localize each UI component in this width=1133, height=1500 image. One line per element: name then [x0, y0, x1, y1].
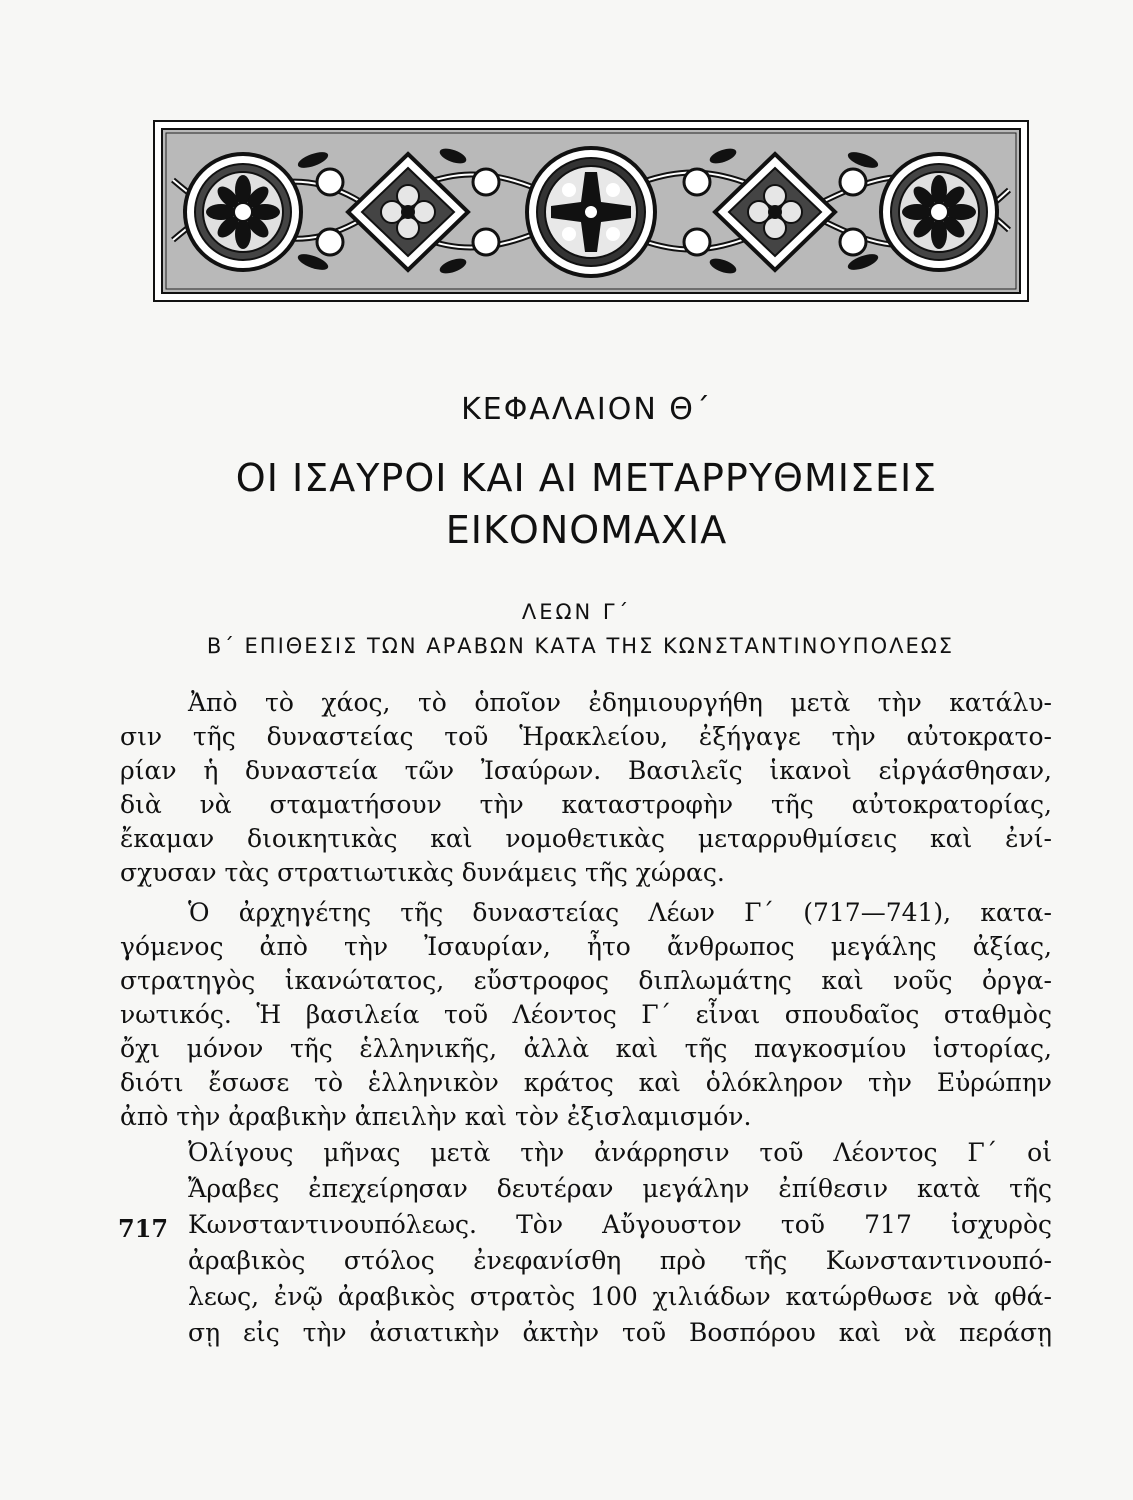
body-line: ἀραβικὸς στόλος ἐνεφανίσθη πρὸ τῆς Κωνσταντινουπό-: [188, 1246, 1052, 1275]
body-line: γόμενος ἀπὸ τὴν Ἰσαυρίαν, ἦτο ἄνθρωπος μεγάλης ἀξίας,: [120, 932, 1052, 961]
body-line: διότι ἔσωσε τὸ ἑλληνικὸν κράτος καὶ ὁλόκληρον τὴν Εὐρώπην: [120, 1068, 1052, 1097]
body-line: σχυσαν τὰς στρατιωτικὰς δυνάμεις τῆς χώρας.: [120, 858, 725, 887]
body-line: λεως, ἐνῷ ἀραβικὸς στρατὸς 100 χιλιάδων κατώρθωσε νὰ φθά-: [188, 1282, 1052, 1311]
body-line: ἔκαμαν διοικητικὰς καὶ νομοθετικὰς μεταρρυθμίσεις καὶ ἐνί-: [120, 824, 1052, 853]
chapter-title-line-1: ΟΙ ΙΣΑΥΡΟΙ ΚΑΙ ΑΙ ΜΕΤΑΡΡΥΘΜΙΣΕΙΣ: [235, 456, 938, 500]
body-line: ὄχι μόνον τῆς ἑλληνικῆς, ἀλλὰ καὶ τῆς παγκοσμίου ἱστορίας,: [120, 1034, 1052, 1063]
section-title: ΛΕΩΝ Γ΄: [521, 600, 632, 624]
chapter-title-line-2: ΕΙΚΟΝΟΜΑΧΙΑ: [445, 508, 728, 552]
body-line: Κωνσταντινουπόλεως. Τὸν Αὔγουστον τοῦ 717 ἰσχυρὸς: [188, 1210, 1052, 1239]
body-line: Ἀπὸ τὸ χάος, τὸ ὁποῖον ἐδημιουργήθη μετὰ τὴν κατάλυ-: [188, 688, 1052, 717]
body-line: ρίαν ἡ δυναστεία τῶν Ἰσαύρων. Βασιλεῖς ἱκανοὶ εἰργάσθησαν,: [120, 756, 1052, 785]
body-line: νωτικός. Ἡ βασιλεία τοῦ Λέοντος Γ΄ εἶναι σπουδαῖος σταθμὸς: [120, 1000, 1052, 1029]
body-line: διὰ νὰ σταματήσουν τὴν καταστροφὴν τῆς αὐτοκρατορίας,: [120, 790, 1052, 819]
body-line: Ἄραβες ἐπεχείρησαν δευτέραν μεγάλην ἐπίθεσιν κατὰ τῆς: [188, 1174, 1052, 1203]
margin-year-note: 717: [118, 1214, 169, 1243]
chapter-label: ΚΕΦΑΛΑΙΟΝ Θ΄: [461, 392, 712, 427]
body-line: στρατηγὸς ἱκανώτατος, εὔστροφος διπλωμάτης καὶ νοῦς ὀργα-: [120, 966, 1052, 995]
section-subtitle: Β΄ ΕΠΙΘΕΣΙΣ ΤΩΝ ΑΡΑΒΩΝ ΚΑΤΑ ΤΗΣ ΚΩΝΣΤΑΝΤΙΝΟΥΠΟΛΕΩΣ: [206, 634, 955, 658]
body-line: ἀπὸ τὴν ἀραβικὴν ἀπειλὴν καὶ τὸν ἐξισλαμισμόν.: [120, 1102, 752, 1131]
body-line: σῃ εἰς τὴν ἀσιατικὴν ἀκτὴν τοῦ Βοσπόρου καὶ νὰ περάσῃ: [188, 1318, 1052, 1347]
body-line: σιν τῆς δυναστείας τοῦ Ἡρακλείου, ἐξήγαγε τὴν αὐτοκρατο-: [120, 722, 1052, 751]
body-line: Ὁ ἀρχηγέτης τῆς δυναστείας Λέων Γ΄ (717—741), κατα-: [188, 898, 1052, 927]
ornament-band: [153, 120, 1029, 302]
body-line: Ὀλίγους μῆνας μετὰ τὴν ἀνάρρησιν τοῦ Λέοντος Γ΄ οἱ: [188, 1138, 1052, 1167]
